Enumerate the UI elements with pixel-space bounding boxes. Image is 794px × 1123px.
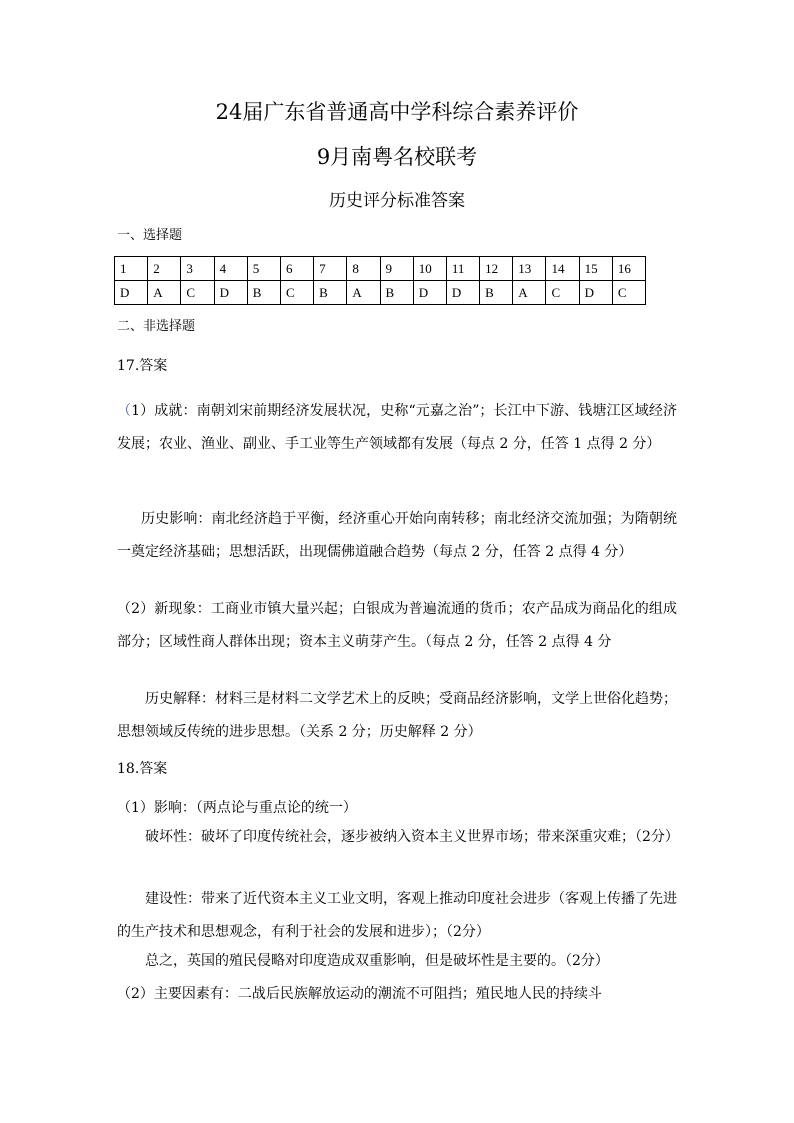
question-number: 2: [148, 257, 181, 281]
q17-part2-explanation: 历史解释：材料三是材料二文学艺术上的反映；受商品经济影响，文学上世俗化趋势；思想领域反传统的进步思想。（关系 2 分；历史解释 2 分）: [117, 691, 677, 740]
q17-part1-text: 1）成就：南朝刘宋前期经济发展状况，史称“元嘉之治”；长江中下游、钱塘江区域经济发展；农业、渔业、副业、手工业等生产领域都有发展（每点 2 分，任答 1 点得 2 分）: [117, 403, 677, 452]
q17-part1-achievement: [117, 395, 677, 461]
section-nonchoice-label: 二、非选择题: [117, 319, 196, 334]
question-number: 1: [115, 257, 148, 281]
answer-letter: C: [280, 281, 313, 305]
question-number: 13: [513, 257, 546, 281]
q17-part1-open-paren: （: [117, 403, 132, 419]
title-exam-series: 24届广东省普通高中学科综合素养评价: [215, 100, 579, 124]
q18-conclusion: 总之，英国的殖民侵略对印度造成双重影响，但是破坏性是主要的。（2分）: [145, 953, 609, 969]
question-number: 5: [247, 257, 280, 281]
answer-letter: B: [380, 281, 413, 305]
q17-part2-new-phenomena: （2）新现象：工商业市镇大量兴起；白银成为普遍流通的货币；农产品成为商品化的组成部分；区域性商人群体出现；资本主义萌芽产生。（每点 2 分，任答 2 点得 4 分: [117, 601, 677, 650]
answer-letter: D: [446, 281, 479, 305]
question-number: 11: [446, 257, 479, 281]
question-number: 9: [380, 257, 413, 281]
answer-table-answer-row: [115, 281, 646, 305]
section-choice-label: 一、选择题: [117, 228, 183, 243]
q17-part1-influence: 历史影响：南北经济趋于平衡，经济重心开始向南转移；南北经济交流加强；为隋朝统一奠定经济基础；思想活跃，出现儒佛道融合趋势（每点 2 分，任答 2 点得 4 分）: [117, 511, 677, 560]
q18-part1-heading: （1）影响：（两点论与重点论的统一）: [117, 800, 357, 816]
question-number: 15: [579, 257, 612, 281]
answer-letter: C: [181, 281, 214, 305]
question-number: 4: [214, 257, 247, 281]
answer-letter: A: [513, 281, 546, 305]
question-number: 7: [314, 257, 347, 281]
question-number: 14: [546, 257, 579, 281]
answer-letter: D: [579, 281, 612, 305]
answer-letter: B: [480, 281, 513, 305]
q18-destructive: 破坏性：破坏了印度传统社会，逐步被纳入资本主义世界市场；带来深重灾难；（2分）: [145, 829, 679, 845]
question-number: 16: [612, 257, 645, 281]
question-number: 3: [181, 257, 214, 281]
question-number: 8: [347, 257, 380, 281]
question-number: 10: [413, 257, 446, 281]
question-number: 12: [480, 257, 513, 281]
q18-heading: 18.答案: [117, 761, 168, 777]
q17-heading: 17.答案: [117, 358, 168, 374]
title-subject: 历史评分标准答案: [329, 191, 465, 211]
title-exam-name: 9月南粤名校联考: [316, 145, 478, 169]
answer-letter: C: [546, 281, 579, 305]
answer-letter: D: [413, 281, 446, 305]
question-number: 6: [280, 257, 313, 281]
answer-letter: D: [214, 281, 247, 305]
answer-letter: C: [612, 281, 645, 305]
q18-constructive: 建设性：带来了近代资本主义工业文明，客观上推动印度社会进步（客观上传播了先进的生产技术和思想观念，有利于社会的发展和进步）；（2分）: [117, 891, 677, 940]
answer-letter: A: [148, 281, 181, 305]
q18-part2-factors: （2）主要因素有：二战后民族解放运动的潮流不可阻挡；殖民地人民的持续斗: [117, 986, 602, 1002]
answer-table-number-row: [115, 257, 646, 281]
answer-letter: B: [247, 281, 280, 305]
answer-letter: D: [115, 281, 148, 305]
answer-letter: A: [347, 281, 380, 305]
answer-table: [114, 256, 646, 305]
answer-letter: B: [314, 281, 347, 305]
